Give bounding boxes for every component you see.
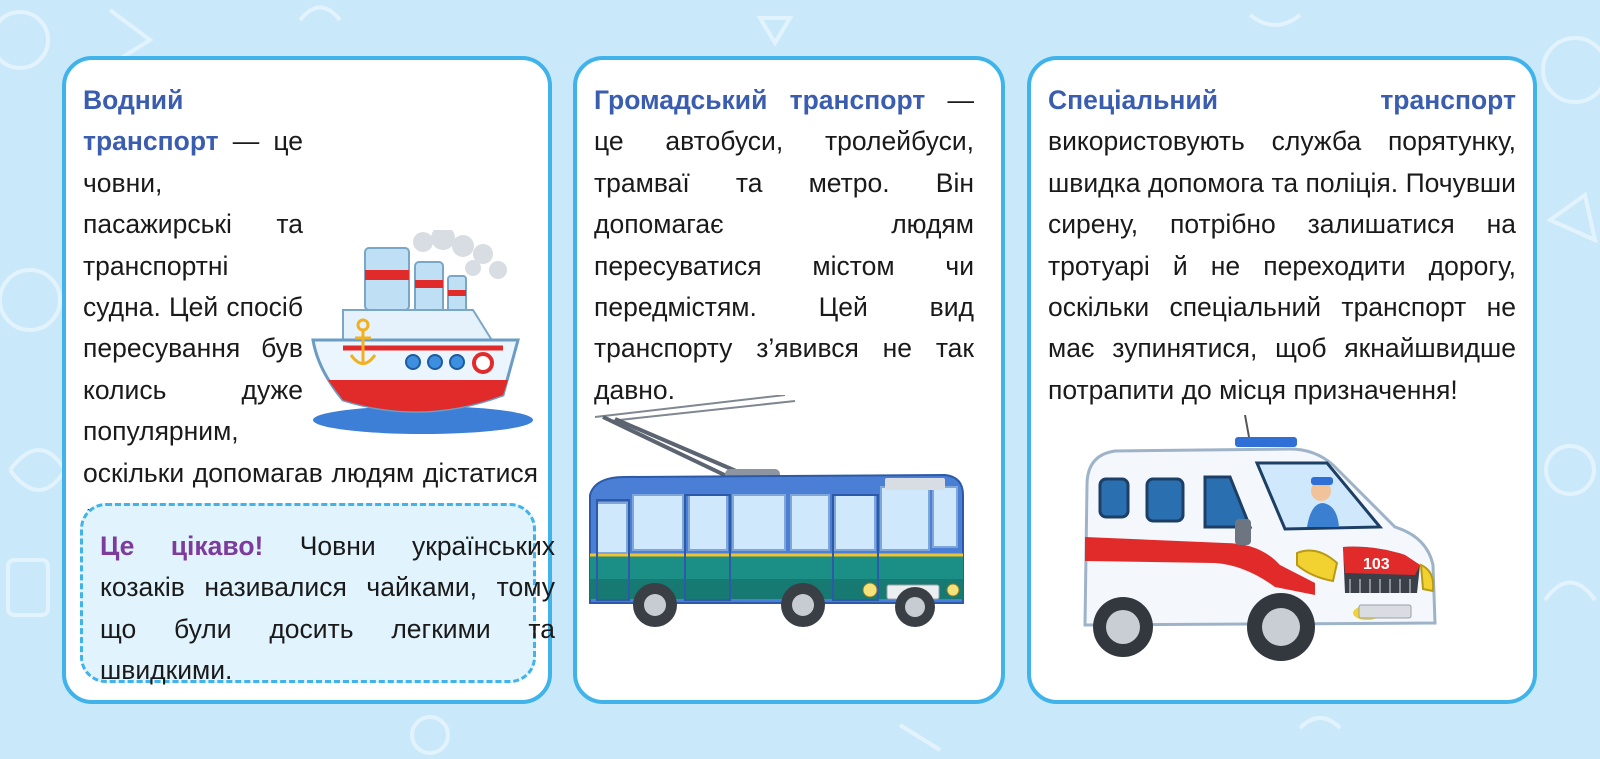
fun-fact-box (80, 503, 555, 686)
card-public-transport (573, 56, 1005, 704)
card-water-transport (62, 56, 555, 704)
fun-fact-title: Це цікаво! (100, 531, 264, 561)
special-transport-text (1048, 80, 1516, 411)
public-transport-body: — це автобуси, тролейбуси, трамваї та метро. Він допомагає людям пересуватися містом чи передмістям. Цей вид транспорту з’явився не так давно. (594, 85, 974, 405)
trolleybus-illustration (585, 395, 970, 635)
ambulance-number: 103 (1363, 556, 1390, 573)
public-transport-title: Громадський транспорт (594, 85, 926, 115)
card-special-transport (1027, 56, 1537, 704)
water-transport-body: — це човни, пасажирські та транспортні судна. Цей спосіб пересування був колись дуже популярним, оскільки допомагав людям дістатися (83, 126, 538, 488)
ambulance-illustration (1075, 415, 1445, 675)
public-transport-text (594, 80, 974, 411)
fun-fact-text (100, 526, 555, 692)
ship-illustration (303, 230, 538, 435)
special-transport-title: Спеціальний транспорт (1048, 85, 1516, 115)
water-transport-text (83, 80, 538, 535)
special-transport-body: використовують служба порятунку, швидка допомога та поліція. Почувши сирену, потрібно залишатися на тротуарі й не переходити дорогу, оскільки спеціальний транспорт не має зупинятися, щоб якнайшвидше потрапити до місця призначення! (1048, 126, 1516, 405)
fun-fact-body: Човни українських козаків називалися чайками, тому що були досить легкими та швидкими. (100, 531, 555, 686)
water-transport-title: Водний транспорт (83, 85, 219, 157)
